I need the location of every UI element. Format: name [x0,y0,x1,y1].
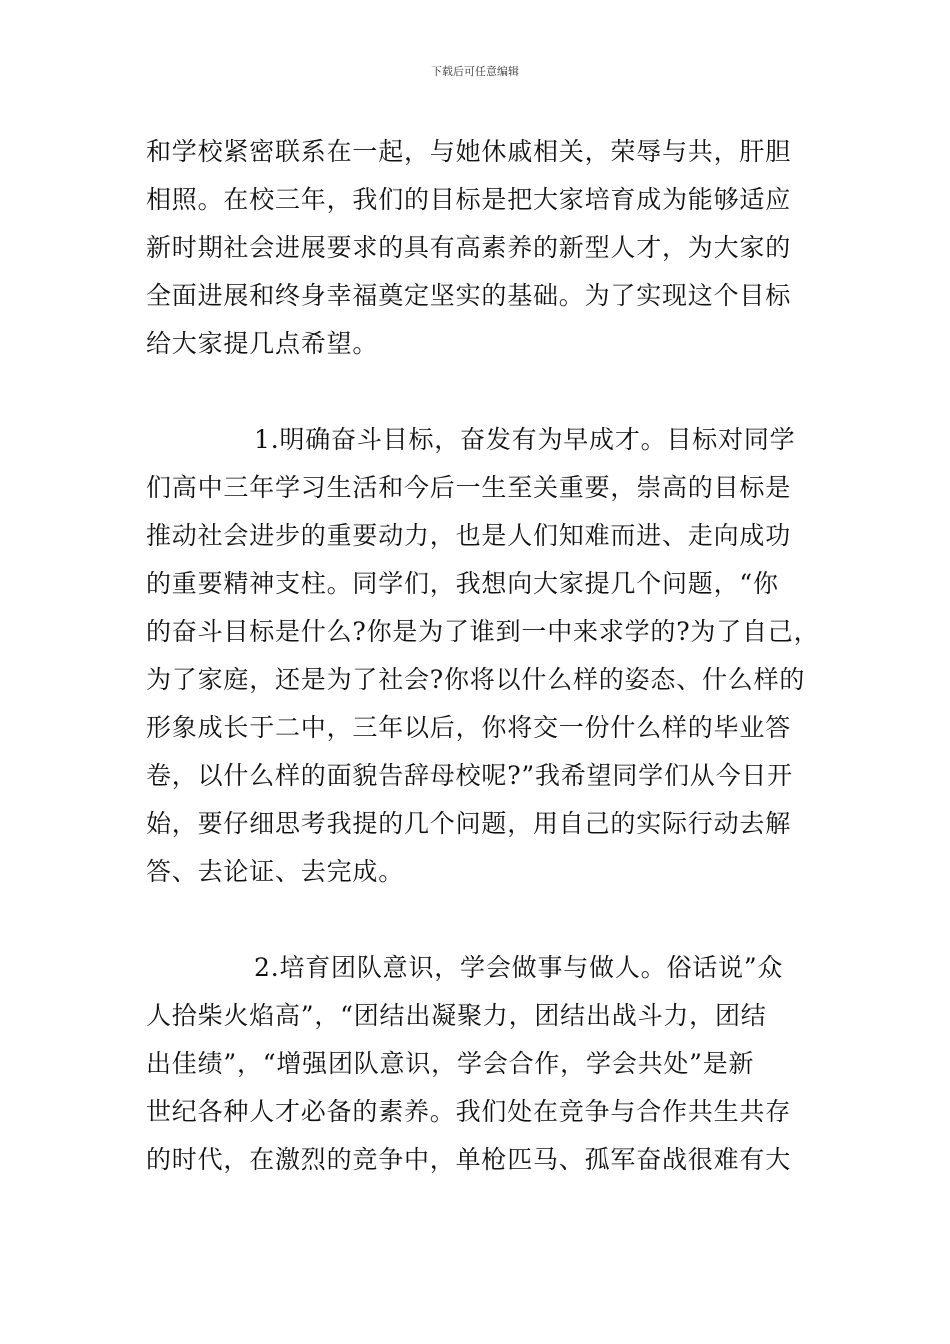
text-line: 的时代，在激烈的竞争中，单枪匹马、孤军奋战很难有大 [146,1145,792,1174]
text-line: 答、去论证、去完成。 [146,857,405,886]
text-line: 和学校紧密联系在一起，与她休戚相关，荣辱与共，肝胆 [146,137,792,166]
text-line: 世纪各种人才必备的素养。我们处在竞争与合作共生共存 [146,1097,792,1126]
text-line: 2.培育团队意识，学会做事与做人。俗话说”众 [254,953,784,982]
text-line: 新时期社会进展要求的具有高素养的新型人才，为大家的 [146,233,792,262]
paragraph-spacer [146,896,806,944]
page-header: 下载后可任意编辑 [431,65,519,78]
text-line: 的重要精神支柱。同学们，我想向大家提几个问题，“你 [146,569,779,598]
text-line: 推动社会进步的重要动力，也是人们知难而进、走向成功 [146,521,792,550]
text-line: 相照。在校三年，我们的目标是把大家培育成为能够适应 [146,185,792,214]
paragraph-point-1 [146,416,820,896]
document-body [146,128,820,1184]
text-line: 全面进展和终身幸福奠定坚实的基础。为了实现这个目标 [146,281,792,310]
text-line: 们高中三年学习生活和今后一生至关重要，崇高的目标是 [146,473,792,502]
paragraph-spacer [146,368,806,416]
text-line: 出佳绩”，“增强团队意识，学会合作，学会共处”是新 [146,1049,755,1078]
text-line: 的奋斗目标是什么?你是为了谁到一中来求学的?为了自己， [146,617,820,646]
paragraph-intro [146,128,806,368]
text-line: 始，要仔细思考我提的几个问题，用自己的实际行动去解 [146,809,792,838]
text-line: 给大家提几点希望。 [146,329,379,358]
text-line: 形象成长于二中，三年以后，你将交一份什么样的毕业答 [146,713,792,742]
text-line: 人拾柴火焰高”，“团结出凝聚力，团结出战斗力，团结 [146,1001,767,1030]
text-line: 1.明确奋斗目标，奋发有为早成才。目标对同学 [254,425,796,454]
paragraph-point-2 [146,944,806,1184]
text-line: 为了家庭，还是为了社会?你将以什么样的姿态、什么样的 [146,665,806,694]
text-line: 卷，以什么样的面貌告辞母校呢?”我希望同学们从今日开 [146,761,793,790]
